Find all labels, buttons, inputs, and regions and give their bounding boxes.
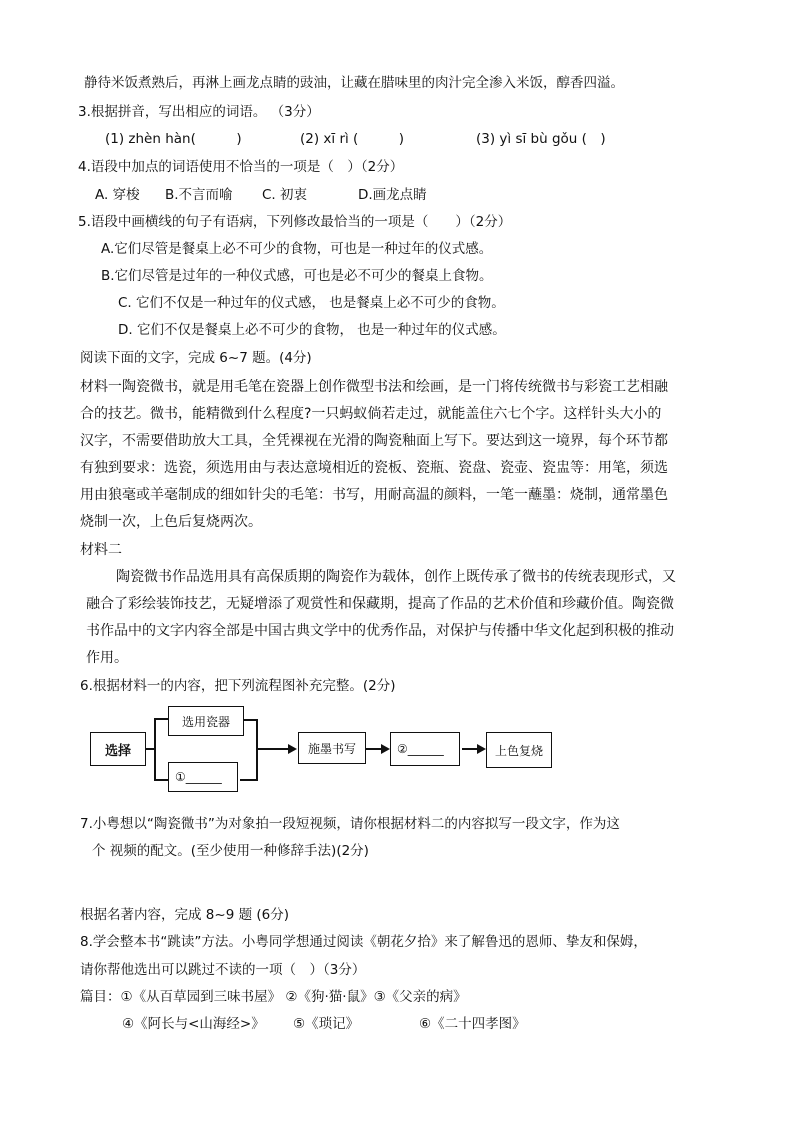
q8-article: ④《阿长与<山海经>》 — [122, 1016, 265, 1032]
q8-article-list: 篇目：①《从百草园到三味书屋》 ②《狗·猫·鼠》③《父亲的病》 — [80, 989, 467, 1005]
q8-article: ⑤《琐记》 — [293, 1016, 360, 1032]
material-1-line: 汉字，不需要借助放大工具，全凭裸视在光滑的陶瓷釉面上写下。要达到这一境界，每个环节都 — [80, 433, 668, 449]
q3-item: (1) zhèn hàn( ) — [105, 131, 242, 147]
material-1-line: 有独到要求：选瓷，须选用由与表达意境相近的瓷板、瓷瓶、瓷盘、瓷壶、瓷盅等：用笔，须选 — [80, 460, 668, 476]
question-6: 6.根据材料一的内容，把下列流程图补充完整。(2分) — [80, 678, 396, 694]
material-2-line: 陶瓷微书作品选用具有高保质期的陶瓷作为载体，创作上既传承了微书的传统表现形式，又 — [116, 569, 676, 585]
connector — [256, 719, 258, 781]
question-3: 3.根据拼音，写出相应的词语。 （3分） — [78, 104, 320, 120]
flow-ink-writing-box: 施墨书写 — [298, 732, 366, 764]
q4-option: C. 初衷 — [262, 187, 308, 203]
q5-option: A.它们尽管是餐桌上必不可少的食物，可也是一种过年的仪式感。 — [101, 241, 493, 257]
material-2-line: 书作品中的文字内容全部是中国古典文学中的优秀作品，对保护与传播中华文化起到积极的推动 — [86, 623, 674, 639]
connector — [154, 718, 156, 780]
material-1-line: 用由狼毫或羊毫制成的细如针尖的毛笔：书写，用耐高温的颜料，一笔一蘸墨：烧制，通常墨色 — [80, 487, 668, 503]
question-7: 个 视频的配文。(至少使用一种修辞手法)(2分) — [92, 843, 369, 859]
reading-instruction: 阅读下面的文字，完成 6~7 题。(4分) — [80, 350, 312, 366]
reading-instruction: 根据名著内容，完成 8~9 题 (6分) — [80, 907, 289, 923]
arrow-icon — [477, 744, 486, 754]
q5-option: C. 它们不仅是一种过年的仪式感， 也是餐桌上必不可少的食物。 — [118, 295, 505, 311]
material-2-line: 融合了彩绘装饰技艺，无疑增添了观赏性和保藏期，提高了作品的艺术价值和珍藏价值。陶瓷微 — [86, 596, 674, 612]
question-5: 5.语段中画横线的句子有语病，下列修改最恰当的一项是（ ）（2分） — [78, 214, 512, 230]
question-8: 请你帮他选出可以跳过不读的一项（ ）（3分） — [80, 962, 366, 978]
q5-option: B.它们尽管是过年的一种仪式感，可也是必不可少的餐桌上食物。 — [101, 268, 493, 284]
question-7: 7.小粤想以“陶瓷微书”为对象拍一段短视频，请你根据材料二的内容拟写一段文字，作为这 — [80, 816, 620, 832]
flow-blank-2-box: ②______ — [390, 732, 460, 766]
flow-end-box: 上色复烧 — [486, 732, 552, 768]
flow-blank-1-box: ①______ — [168, 762, 238, 792]
question-4: 4.语段中加点的词语使用不恰当的一项是（ ）（2分） — [78, 159, 404, 175]
q3-item: (2) xī rì ( ) — [300, 131, 405, 147]
arrow-icon — [381, 744, 390, 754]
flow-select-porcelain-box: 选用瓷器 — [168, 706, 244, 736]
q3-item: (3) yì sī bù gǒu ( ) — [476, 131, 606, 147]
text-line: 静待米饭煮熟后，再淋上画龙点睛的豉油，让藏在腊味里的肉汁完全渗入米饭，醇香四溢。 — [84, 75, 624, 91]
connector — [146, 748, 154, 750]
material-1-line: 材料一陶瓷微书，就是用毛笔在瓷器上创作微型书法和绘画，是一门将传统微书与彩瓷工艺相融 — [80, 379, 668, 395]
connector — [256, 748, 288, 750]
q4-option: A. 穿梭 — [95, 187, 140, 203]
q8-article: ⑥《二十四孝图》 — [419, 1016, 526, 1032]
question-8: 8.学会整本书“跳读”方法。小粤同学想通过阅读《朝花夕拾》来了解鲁迅的恩师、挚友和保姆， — [80, 934, 647, 950]
material-1-line: 合的技艺。微书，能精微到什么程度?一只蚂蚁倘若走过，就能盖住六七个字。这样针头大小的 — [80, 406, 662, 422]
q4-option: B.不言而喻 — [165, 187, 233, 203]
material-1-line: 烧制一次，上色后复烧两次。 — [80, 514, 262, 530]
connector — [240, 779, 256, 781]
flow-start-box: 选择 — [90, 732, 146, 766]
connector — [154, 779, 168, 781]
arrow-icon — [288, 744, 297, 754]
material-2-title: 材料二 — [80, 542, 122, 558]
q4-option: D.画龙点睛 — [358, 187, 427, 203]
material-2-line: 作用。 — [86, 650, 128, 666]
connector — [154, 718, 168, 720]
flow-chart — [88, 700, 558, 800]
q5-option: D. 它们不仅是餐桌上必不可少的食物， 也是一种过年的仪式感。 — [118, 322, 506, 338]
connector — [244, 719, 256, 721]
